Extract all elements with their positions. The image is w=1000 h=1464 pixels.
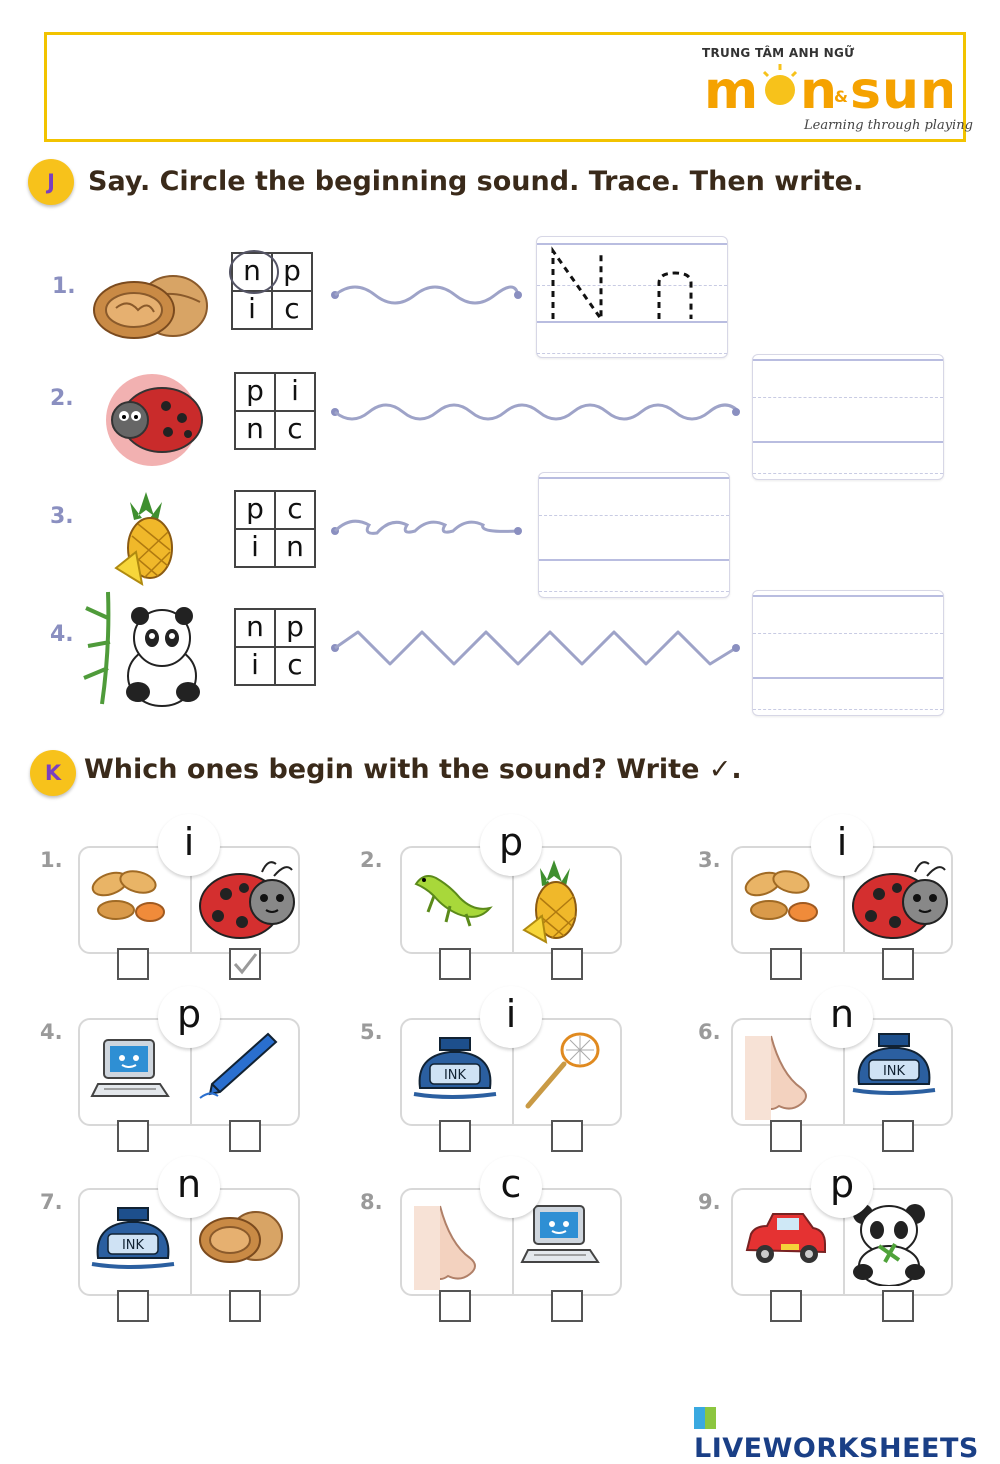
j-item-2-letter-grid xyxy=(234,372,316,450)
letter-cell[interactable]: i xyxy=(275,373,315,411)
letter-cell[interactable]: p xyxy=(272,253,312,291)
computer-icon xyxy=(518,1200,602,1274)
check-icon xyxy=(231,950,259,978)
checkbox-left[interactable] xyxy=(770,1290,802,1322)
k-card-number: 9. xyxy=(698,1190,721,1214)
nose-icon xyxy=(410,1204,490,1294)
pineapple-icon xyxy=(518,858,588,948)
checkbox-right[interactable] xyxy=(229,948,261,980)
checkbox-left[interactable] xyxy=(770,1120,802,1152)
k-card-number: 2. xyxy=(360,848,383,872)
k-card-number: 5. xyxy=(360,1020,383,1044)
letter-cell[interactable]: i xyxy=(235,529,275,567)
letter-cell[interactable]: n xyxy=(235,609,275,647)
wave-path-2 xyxy=(328,398,748,428)
peanuts-icon xyxy=(741,862,825,936)
k-card-number: 1. xyxy=(40,848,63,872)
trace-box[interactable] xyxy=(536,236,728,358)
letter-cell[interactable]: i xyxy=(235,647,275,685)
sound-letter-bubble: n xyxy=(811,986,873,1048)
zigzag-path-4 xyxy=(328,626,748,670)
iguana-icon xyxy=(410,862,494,936)
letter-cell[interactable]: i xyxy=(232,291,272,329)
sound-letter-bubble: p xyxy=(480,814,542,876)
ladybug-icon xyxy=(104,372,208,466)
footer-text: LIVEWORKSHEETS xyxy=(694,1433,979,1464)
sound-letter-bubble: i xyxy=(480,986,542,1048)
letter-cell[interactable]: c xyxy=(272,291,312,329)
logo-tagline: Learning through playing xyxy=(804,118,973,133)
checkbox-left[interactable] xyxy=(770,948,802,980)
checkbox-left[interactable] xyxy=(439,948,471,980)
pen-icon xyxy=(196,1030,280,1104)
logo-top-text: TRUNG TÂM ANH NGỮ xyxy=(702,46,855,60)
section-j-title: Say. Circle the beginning sound. Trace. Then write. xyxy=(88,166,864,197)
sound-letter-bubble: i xyxy=(811,814,873,876)
computer-icon xyxy=(88,1034,172,1108)
sound-letter-bubble: i xyxy=(158,814,220,876)
section-j-badge: J xyxy=(28,159,74,205)
j-item-3-letter-grid xyxy=(234,490,316,568)
liveworksheets-mark-icon xyxy=(694,1407,716,1429)
letter-cell[interactable]: n xyxy=(235,411,275,449)
letter-cell[interactable]: p xyxy=(235,491,275,529)
ladybug-icon xyxy=(849,858,955,948)
j-item-1-number: 1. xyxy=(52,274,76,299)
svg-text:INK: INK xyxy=(882,1064,906,1079)
liveworksheets-logo xyxy=(694,1402,1000,1464)
sound-letter-bubble: p xyxy=(158,986,220,1048)
svg-text:INK: INK xyxy=(443,1068,467,1083)
walnut-icon xyxy=(196,1200,286,1274)
svg-text:n: n xyxy=(800,61,839,120)
checkbox-right[interactable] xyxy=(229,1290,261,1322)
checkbox-right[interactable] xyxy=(551,1290,583,1322)
ink-icon xyxy=(849,1030,939,1104)
sound-letter-bubble: p xyxy=(811,1156,873,1218)
nose-icon xyxy=(741,1034,821,1124)
walnut-icon xyxy=(88,258,213,344)
k-card-number: 4. xyxy=(40,1020,63,1044)
checkbox-left[interactable] xyxy=(117,1120,149,1152)
letter-cell[interactable]: c xyxy=(275,491,315,529)
checkbox-right[interactable] xyxy=(882,1120,914,1152)
ink-icon xyxy=(88,1204,178,1278)
letter-cell[interactable]: p xyxy=(275,609,315,647)
section-k-badge: K xyxy=(30,750,76,796)
checkbox-right[interactable] xyxy=(551,1120,583,1152)
ladybug-icon xyxy=(196,858,302,948)
letter-cell[interactable]: n xyxy=(232,253,272,291)
k-card-number: 7. xyxy=(40,1190,63,1214)
sound-letter-bubble: n xyxy=(158,1156,220,1218)
j-item-4-number: 4. xyxy=(50,622,74,647)
answer-circle-icon xyxy=(226,248,286,298)
checkbox-left[interactable] xyxy=(117,948,149,980)
svg-text:INK: INK xyxy=(121,1238,145,1253)
j-item-2-number: 2. xyxy=(50,386,74,411)
write-box[interactable] xyxy=(538,472,730,598)
letter-cell[interactable]: c xyxy=(275,411,315,449)
svg-text:m: m xyxy=(704,61,760,120)
net-icon xyxy=(518,1030,602,1114)
pineapple-icon xyxy=(112,488,182,590)
sound-letter-bubble: c xyxy=(480,1156,542,1218)
j-item-3-number: 3. xyxy=(50,504,74,529)
wave-path-1 xyxy=(328,280,528,310)
logo-wordmark-icon xyxy=(702,58,952,120)
car-icon xyxy=(741,1204,831,1278)
k-card-number: 8. xyxy=(360,1190,383,1214)
j-item-4-letter-grid xyxy=(234,608,316,686)
letter-cell[interactable]: p xyxy=(235,373,275,411)
panda-icon xyxy=(80,588,210,710)
checkbox-right[interactable] xyxy=(882,948,914,980)
k-card-number: 6. xyxy=(698,1020,721,1044)
trace-letters-icon xyxy=(537,237,727,357)
write-box[interactable] xyxy=(752,354,944,480)
svg-text:sun: sun xyxy=(850,61,952,120)
letter-cell[interactable]: c xyxy=(275,647,315,685)
section-k-title: Which ones begin with the sound? Write ✓. xyxy=(84,754,742,785)
letter-cell[interactable]: n xyxy=(275,529,315,567)
checkbox-right[interactable] xyxy=(551,948,583,980)
write-box[interactable] xyxy=(752,590,944,716)
wave-path-3 xyxy=(328,516,528,546)
svg-text:&: & xyxy=(834,87,849,106)
k-card-number: 3. xyxy=(698,848,721,872)
ink-icon xyxy=(410,1034,500,1108)
checkbox-left[interactable] xyxy=(439,1290,471,1322)
peanuts-icon xyxy=(88,862,172,936)
checkbox-right[interactable] xyxy=(882,1290,914,1322)
panda-icon xyxy=(849,1200,933,1290)
checkbox-left[interactable] xyxy=(439,1120,471,1152)
checkbox-left[interactable] xyxy=(117,1290,149,1322)
checkbox-right[interactable] xyxy=(229,1120,261,1152)
